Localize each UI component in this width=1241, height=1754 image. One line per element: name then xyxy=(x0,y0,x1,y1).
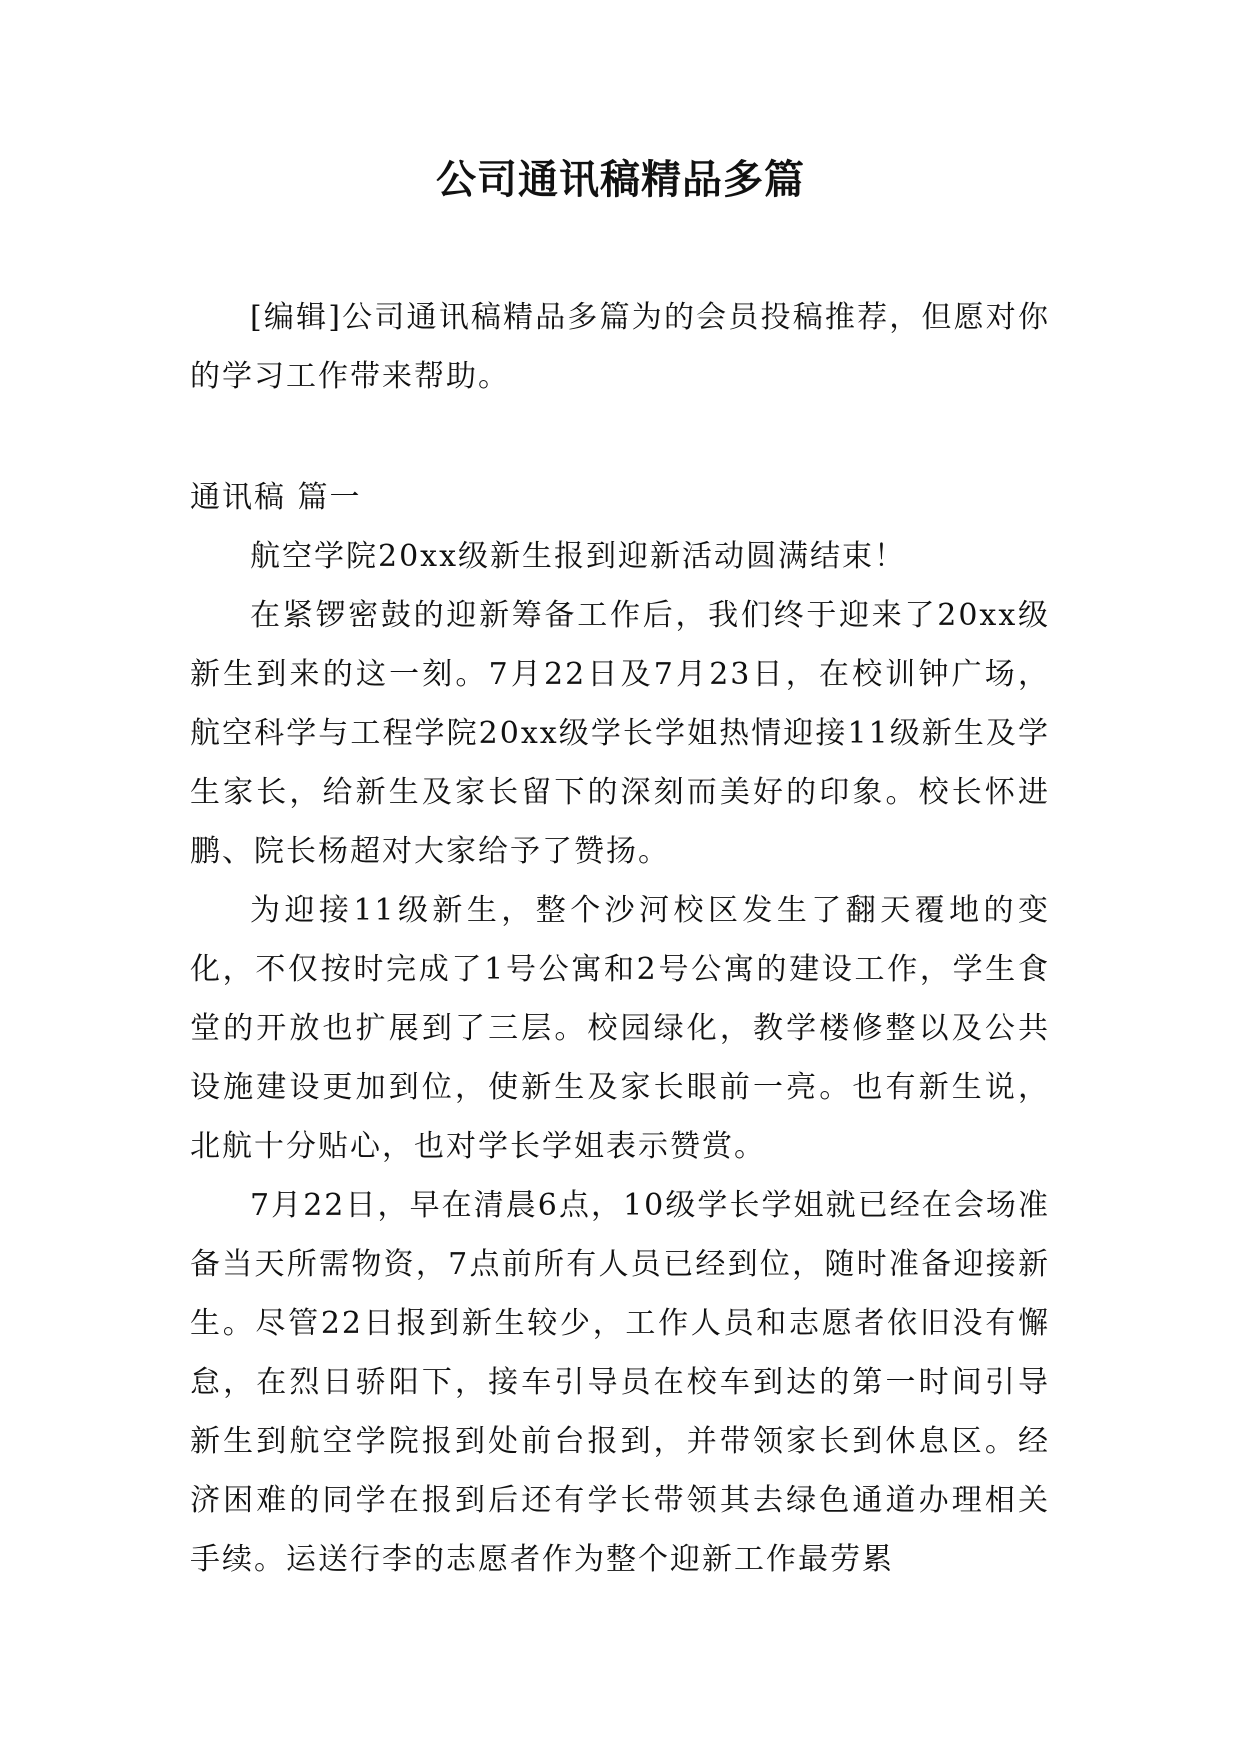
body-paragraph: 7月22日，早在清晨6点，10级学长学姐就已经在会场准备当天所需物资，7点前所有人员已经到位，随时准备迎接新生。尽管22日报到新生较少，工作人员和志愿者依旧没有懈怠，在烈日骄阳下，接车引导员在校车到达的第一时间引导新生到航空学院报到处前台报到，并带领家长到休息区。经济困难的同学在报到后还有学长带领其去绿色通道办理相关手续。运送行李的志愿者作为整个迎新工作最劳累 xyxy=(190,1188,1050,1577)
intro-paragraph: [编辑]公司通讯稿精品多篇为的会员投稿推荐，但愿对你的学习工作带来帮助。 xyxy=(190,300,1050,394)
body-paragraph-headline: 航空学院20xx级新生报到迎新活动圆满结束！ xyxy=(250,539,907,574)
body-paragraph: 为迎接11级新生，整个沙河校区发生了翻天覆地的变化，不仅按时完成了1号公寓和2号公寓的建设工作，学生食堂的开放也扩展到了三层。校园绿化，教学楼修整以及公共设施建设更加到位，使新生及家长眼前一亮。也有新生说，北航十分贴心，也对学长学姐表示赞赏。 xyxy=(190,893,1050,1164)
document-body xyxy=(190,288,1050,1589)
section-heading: 通讯稿 篇一 xyxy=(190,480,362,515)
body-paragraph: 在紧锣密鼓的迎新筹备工作后，我们终于迎来了20xx级新生到来的这一刻。7月22日及7月23日，在校训钟广场，航空科学与工程学院20xx级学长学姐热情迎接11级新生及学生家长，给新生及家长留下的深刻而美好的印象。校长怀进鹏、院长杨超对大家给予了赞扬。 xyxy=(190,598,1050,869)
document-title: 公司通讯稿精品多篇 xyxy=(436,157,805,203)
